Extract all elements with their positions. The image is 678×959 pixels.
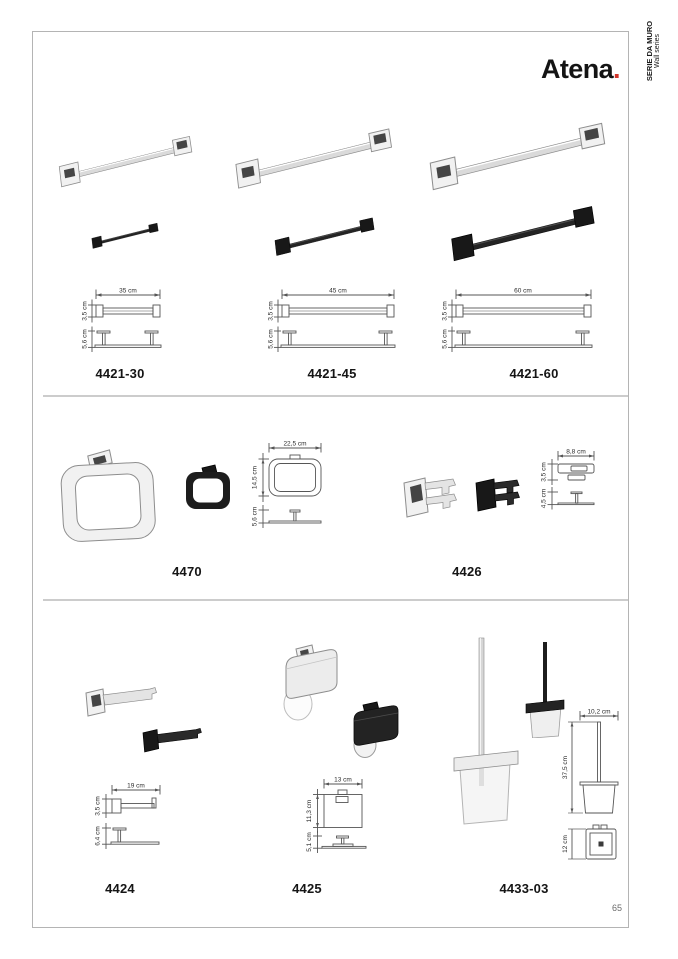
dim-height-label: 3,5 cm [268,301,275,321]
dim-width-label: 13 cm [334,776,352,784]
dim-height-label: 11,3 cm [306,799,313,823]
tech-drawing-4421-60 [442,286,600,358]
dim-width-label: 60 cm [514,287,532,295]
tech-drawing-4426 [534,448,598,530]
product-code: 4433-03 [499,881,549,896]
product-photo-4421-45-chrome [225,126,407,192]
dim-width-label: 22,5 cm [283,440,307,448]
tech-drawing-4421-30 [82,286,166,358]
section-divider [43,395,628,397]
product-photo-4421-30-black [87,222,165,250]
dim-depth-label: 5,6 cm [82,329,89,349]
dim-height-label: 3,5 cm [94,796,102,816]
dim-height-label: 3,5 cm [540,462,548,482]
dim-height-label: 37,5 cm [562,755,569,780]
product-photo-4424-chrome [80,686,162,722]
tech-drawing-4470 [245,440,329,536]
product-photo-4470-black [182,463,234,513]
dim-depth-label: 6,4 cm [94,826,102,846]
dim-depth-label: 12 cm [562,835,569,853]
product-photo-4425-chrome [276,642,344,728]
dim-depth-label: 5,1 cm [306,832,313,852]
product-code: 4421-30 [95,366,145,381]
dim-width-label: 8,8 cm [566,448,586,456]
tech-drawing-4424 [90,782,174,864]
dim-depth-label: 5,6 cm [251,506,259,527]
product-code: 4424 [105,881,135,896]
dim-height-label: 3,5 cm [442,301,449,321]
tech-drawing-4433-03-bottom [560,822,624,870]
product-photo-4470-chrome [56,448,160,544]
dim-width-label: 35 cm [119,287,137,295]
dim-width-label: 10,2 cm [587,708,611,716]
brand-dot: . [613,54,620,84]
series-side-label [645,16,669,86]
dim-height-label: 3,5 cm [82,301,89,321]
dim-depth-label: 4,5 cm [540,488,548,509]
product-photo-4426-black [470,476,524,518]
dim-height-label: 14,5 cm [251,465,259,490]
product-photo-4424-black [138,727,206,757]
tech-drawing-4421-45 [268,286,400,358]
product-photo-4421-45-black [268,216,384,258]
product-photo-4421-60-chrome [418,120,622,194]
product-photo-4426-chrome [396,474,462,522]
brand-name: Atena [541,54,614,84]
series-title: SERIE DA MURO [645,20,654,82]
tech-drawing-4433-03-front [560,708,624,820]
page-number: 65 [611,903,622,913]
product-code: 4425 [292,881,322,896]
dim-width-label: 45 cm [329,287,347,295]
product-photo-4421-30-chrome [50,134,205,190]
product-code: 4470 [172,564,202,579]
product-photo-4425-black [346,700,406,762]
product-code: 4421-45 [307,366,357,381]
tech-drawing-4425 [300,776,370,866]
section-divider [43,599,628,601]
product-photo-4421-60-black [441,204,609,264]
series-subtitle: Wall series [654,34,661,68]
product-code: 4421-60 [509,366,559,381]
product-photo-4433-03-chrome [452,636,520,826]
dim-depth-label: 5,6 cm [442,329,449,349]
brand-title [541,54,620,85]
dim-depth-label: 5,6 cm [268,329,275,349]
product-code: 4426 [452,564,482,579]
dim-width-label: 19 cm [127,782,145,790]
